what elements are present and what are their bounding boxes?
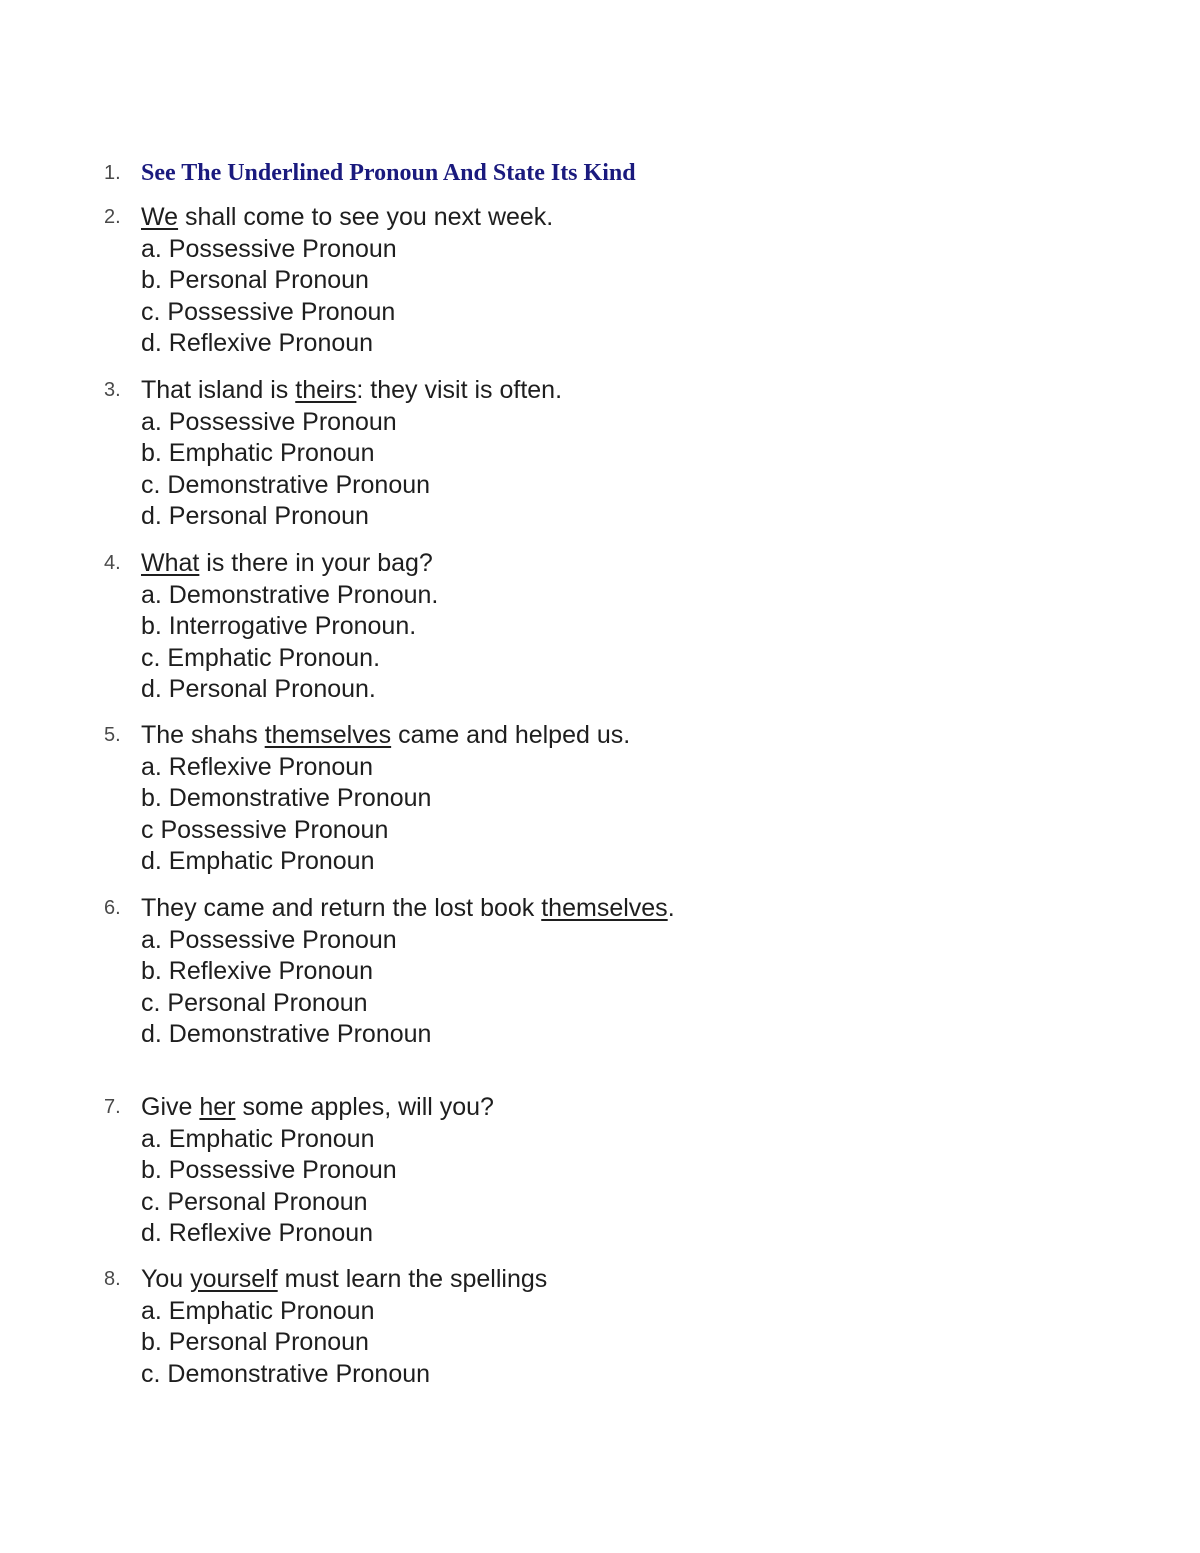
- underlined-pronoun: We: [141, 203, 179, 231]
- item-number: 7.: [104, 1096, 121, 1118]
- underlined-pronoun: What: [141, 549, 200, 577]
- answer-option: d. Demonstrative Pronoun: [141, 1020, 432, 1048]
- question-sentence: That island is theirs: they visit is often.: [141, 376, 563, 404]
- question-body: [141, 375, 562, 533]
- answer-option: c. Possessive Pronoun: [141, 297, 396, 326]
- answer-option: a. Emphatic Pronoun: [141, 1124, 375, 1153]
- item-number: 8.: [104, 1268, 121, 1290]
- underlined-pronoun: theirs: [295, 376, 357, 404]
- question-sentence: You yourself must learn the spellings: [141, 1265, 548, 1293]
- answer-option: c. Demonstrative Pronoun: [141, 1359, 431, 1388]
- underlined-pronoun: yourself: [190, 1265, 278, 1293]
- question-sentence: We shall come to see you next week.: [141, 203, 554, 231]
- answer-option: a. Emphatic Pronoun: [141, 1296, 375, 1325]
- page-title: See The Underlined Pronoun And State Its Kind: [141, 160, 636, 186]
- answer-option: d. Reflexive Pronoun: [141, 1219, 374, 1247]
- item-number: 2.: [104, 206, 121, 228]
- answer-option: a. Possessive Pronoun: [141, 925, 397, 954]
- answer-option: c Possessive Pronoun: [141, 815, 389, 844]
- question-body: [141, 202, 553, 360]
- answer-option: b. Personal Pronoun: [141, 1328, 369, 1356]
- item-number: 1.: [104, 162, 121, 184]
- answer-option: a. Possessive Pronoun: [141, 234, 397, 263]
- answer-option: b. Reflexive Pronoun: [141, 957, 374, 985]
- question-body: [141, 1092, 494, 1250]
- answer-option: b. Possessive Pronoun: [141, 1156, 397, 1184]
- answer-option: d. Emphatic Pronoun: [141, 847, 375, 875]
- answer-option: b. Emphatic Pronoun: [141, 439, 375, 467]
- question-sentence: They came and return the lost book themselves.: [141, 894, 675, 922]
- answer-option: a. Demonstrative Pronoun.: [141, 580, 439, 609]
- answer-option: c. Personal Pronoun: [141, 1187, 368, 1216]
- question-body: [141, 1264, 547, 1390]
- answer-option: c. Emphatic Pronoun.: [141, 643, 381, 672]
- underlined-pronoun: themselves: [541, 894, 668, 922]
- item-number: 4.: [104, 552, 121, 574]
- answer-option: a. Possessive Pronoun: [141, 407, 397, 436]
- underlined-pronoun: her: [199, 1093, 236, 1121]
- answer-option: c. Personal Pronoun: [141, 988, 368, 1017]
- question-sentence: What is there in your bag?: [141, 549, 433, 577]
- underlined-pronoun: themselves: [264, 721, 392, 749]
- answer-option: c. Demonstrative Pronoun: [141, 470, 431, 499]
- question-sentence: The shahs themselves came and helped us.: [141, 721, 631, 749]
- answer-option: d. Reflexive Pronoun: [141, 329, 374, 357]
- answer-option: d. Personal Pronoun: [141, 502, 369, 530]
- item-number: 3.: [104, 379, 121, 401]
- question-body: [141, 720, 630, 878]
- question-sentence: Give her some apples, will you?: [141, 1093, 494, 1121]
- item-number: 6.: [104, 897, 121, 919]
- answer-option: a. Reflexive Pronoun: [141, 752, 374, 781]
- answer-option: b. Demonstrative Pronoun: [141, 784, 432, 812]
- answer-option: b. Interrogative Pronoun.: [141, 612, 417, 640]
- item-number: 5.: [104, 724, 121, 746]
- answer-option: b. Personal Pronoun: [141, 266, 369, 294]
- answer-option: d. Personal Pronoun.: [141, 675, 376, 703]
- question-body: [141, 548, 438, 706]
- question-body: [141, 893, 675, 1051]
